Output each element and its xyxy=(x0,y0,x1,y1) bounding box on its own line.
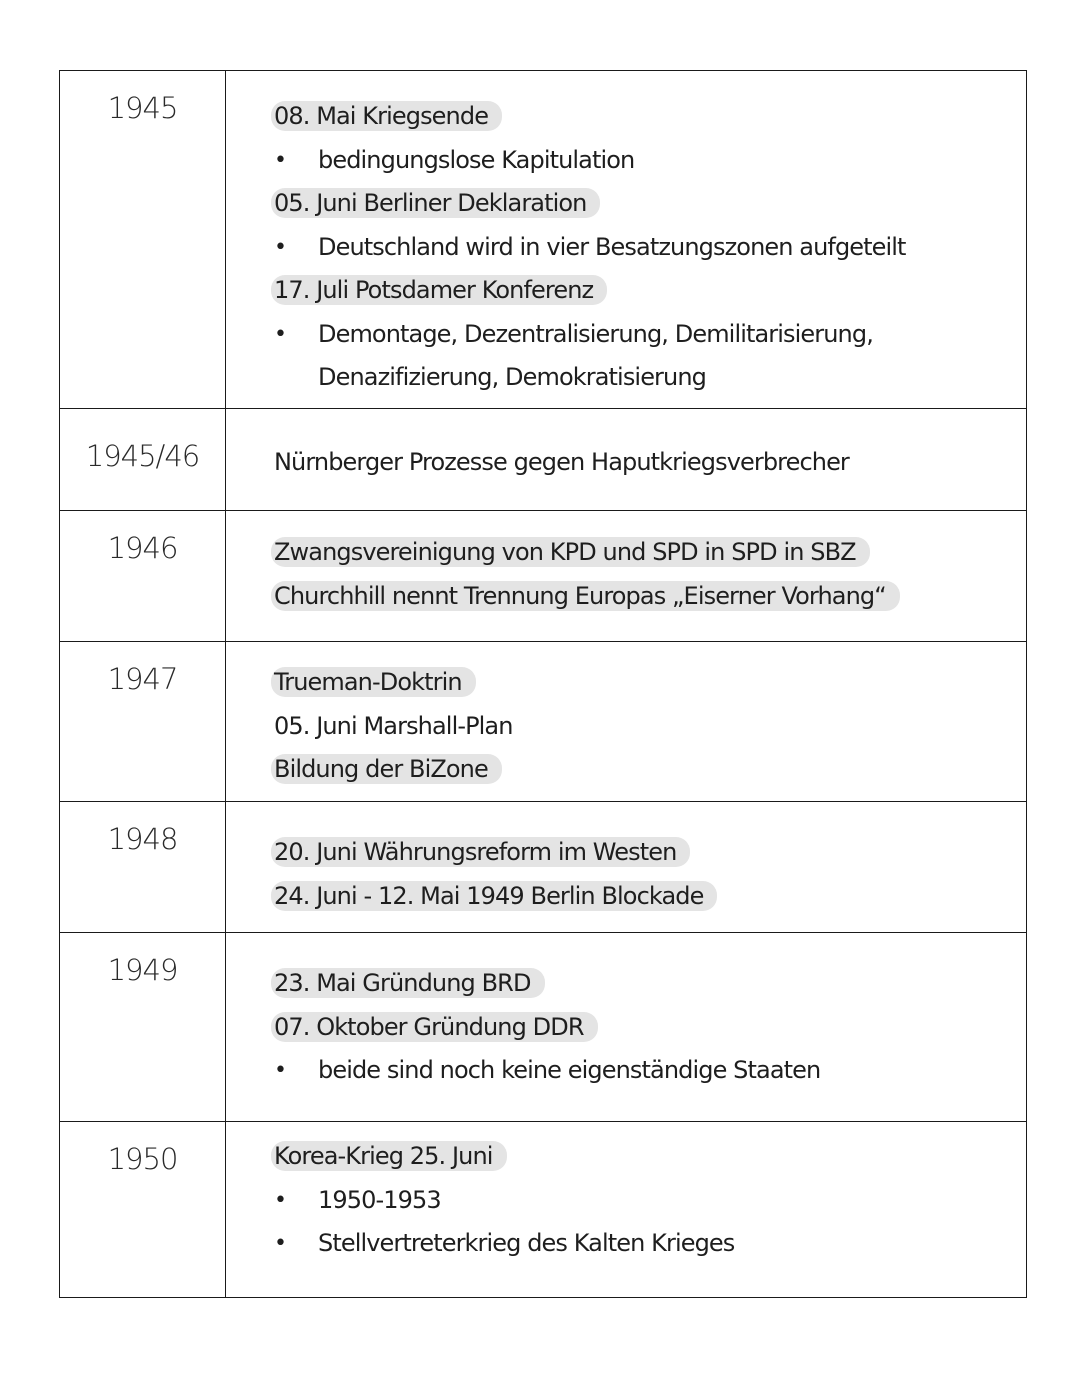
bullet-text: Demontage, Dezentralisierung, Demilitarisierung, Denazifizierung, Demokratisierung xyxy=(318,319,873,391)
year-cell: 1949 xyxy=(60,933,226,1121)
event-heading: 17. Juli Potsdamer Konferenz xyxy=(271,275,607,305)
event-cell xyxy=(226,409,1026,510)
bullet-item xyxy=(274,226,1026,270)
bullet-text: bedingungslose Kapitulation xyxy=(318,145,635,174)
event-heading: Bildung der BiZone xyxy=(271,754,502,784)
bullet-item xyxy=(274,1179,1026,1223)
year-cell: 1950 xyxy=(60,1122,226,1297)
timeline-row-1947 xyxy=(60,641,1026,801)
event-cell xyxy=(226,642,1026,801)
event-heading: Churchhill nennt Trennung Europas „Eiserner Vorhang“ xyxy=(271,581,900,611)
timeline-row-1950 xyxy=(60,1121,1026,1297)
bullet-item xyxy=(274,1222,1026,1266)
event-cell xyxy=(226,71,1026,408)
event-heading: 07. Oktober Gründung DDR xyxy=(271,1012,598,1042)
timeline-table xyxy=(59,70,1027,1298)
bullet-text: Deutschland wird in vier Besatzungszonen aufgeteilt xyxy=(318,232,906,261)
event-heading: Trueman-Doktrin xyxy=(271,667,476,697)
event-text: Nürnberger Prozesse gegen Haputkriegsverbrecher xyxy=(274,448,849,476)
event-cell xyxy=(226,1122,1026,1297)
event-cell xyxy=(226,933,1026,1121)
year-cell: 1948 xyxy=(60,802,226,932)
event-heading: 24. Juni - 12. Mai 1949 Berlin Blockade xyxy=(271,881,717,911)
event-heading: 08. Mai Kriegsende xyxy=(271,101,502,131)
year-cell: 1947 xyxy=(60,642,226,801)
bullet-text: 1950-1953 xyxy=(318,1185,441,1214)
event-heading: Zwangsvereinigung von KPD und SPD in SPD in SBZ xyxy=(271,537,870,567)
bullet-icon: • xyxy=(274,147,287,173)
bullet-icon: • xyxy=(274,321,287,347)
bullet-icon: • xyxy=(274,234,287,260)
bullet-text: Stellvertreterkrieg des Kalten Krieges xyxy=(318,1229,735,1257)
bullet-text: beide sind noch keine eigenständige Staaten xyxy=(318,1056,821,1084)
bullet-item xyxy=(274,1049,1026,1093)
bullet-icon: • xyxy=(274,1187,287,1213)
event-cell xyxy=(226,511,1026,641)
event-text: 05. Juni Marshall-Plan xyxy=(274,711,513,740)
bullet-item xyxy=(274,313,1026,400)
bullet-item xyxy=(274,139,1026,183)
event-heading: 23. Mai Gründung BRD xyxy=(271,968,545,998)
event-heading: 05. Juni Berliner Deklaration xyxy=(271,188,600,218)
year-cell: 1945/46 xyxy=(60,409,226,510)
timeline-row-1946 xyxy=(60,510,1026,641)
event-heading: Korea-Krieg 25. Juni xyxy=(271,1141,507,1171)
timeline-row-1948 xyxy=(60,801,1026,932)
event-cell xyxy=(226,802,1026,932)
year-cell: 1946 xyxy=(60,511,226,641)
year-cell: 1945 xyxy=(60,71,226,408)
timeline-row-1949 xyxy=(60,932,1026,1121)
bullet-icon: • xyxy=(274,1058,287,1083)
timeline-row-1945 xyxy=(60,71,1026,408)
timeline-row-1945-46 xyxy=(60,408,1026,510)
bullet-icon: • xyxy=(274,1231,287,1256)
event-heading: 20. Juni Währungsreform im Westen xyxy=(271,837,690,867)
